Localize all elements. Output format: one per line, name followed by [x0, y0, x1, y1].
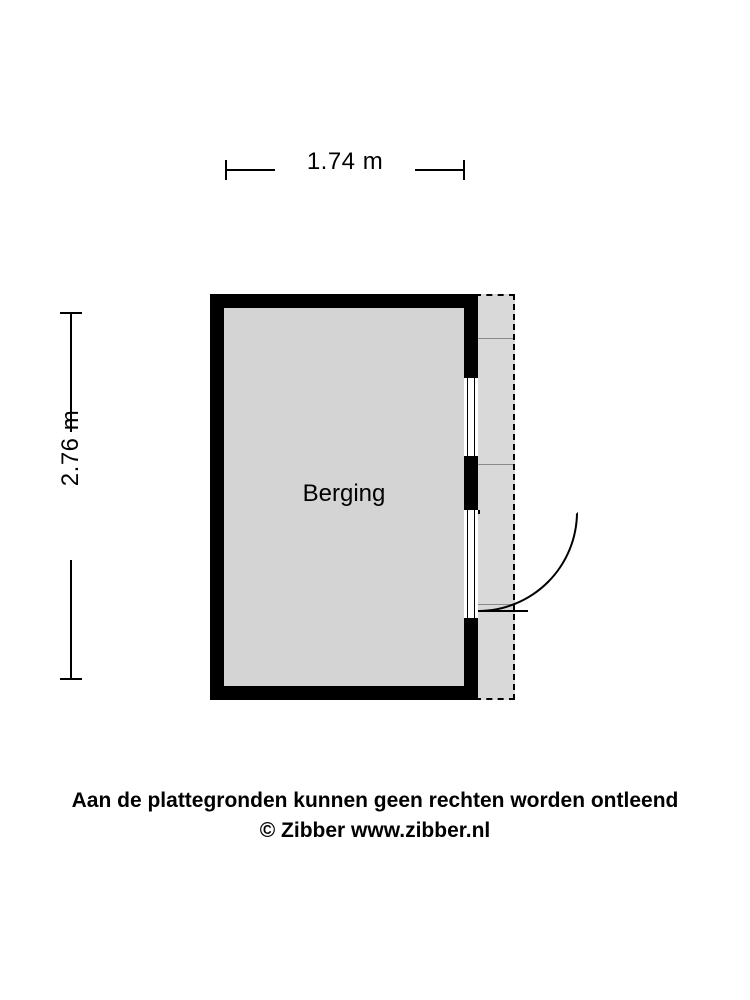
door-leaf [478, 610, 528, 612]
door-opening-lower [464, 508, 478, 620]
exterior-boundary-right [513, 294, 515, 700]
exterior-divider-upper [475, 338, 513, 339]
exterior-divider-middle [475, 464, 513, 465]
width-dimension [225, 148, 465, 188]
door-swing-arc [478, 512, 578, 612]
footer [0, 786, 750, 846]
floorplan-drawing [210, 294, 515, 700]
width-dimension-line-left [225, 169, 275, 171]
width-dimension-tick-end [463, 160, 465, 180]
footer-disclaimer: Aan de plattegronden kunnen geen rechten worden ontleend [71, 789, 679, 812]
window-upper [464, 376, 478, 458]
height-dimension-line-lower [70, 560, 72, 680]
height-dimension [58, 312, 102, 680]
width-dimension-line-right [415, 169, 465, 171]
height-dimension-tick-end [60, 678, 82, 680]
exterior-boundary-top [475, 294, 515, 296]
footer-copyright: © Zibber www.zibber.nl [259, 819, 491, 842]
exterior-zone [475, 294, 515, 700]
room-label-berging: Berging [302, 480, 386, 507]
height-dimension-label: 2.76 m [57, 409, 84, 487]
width-dimension-label: 1.74 m [306, 148, 384, 175]
exterior-boundary-bottom [475, 698, 515, 700]
